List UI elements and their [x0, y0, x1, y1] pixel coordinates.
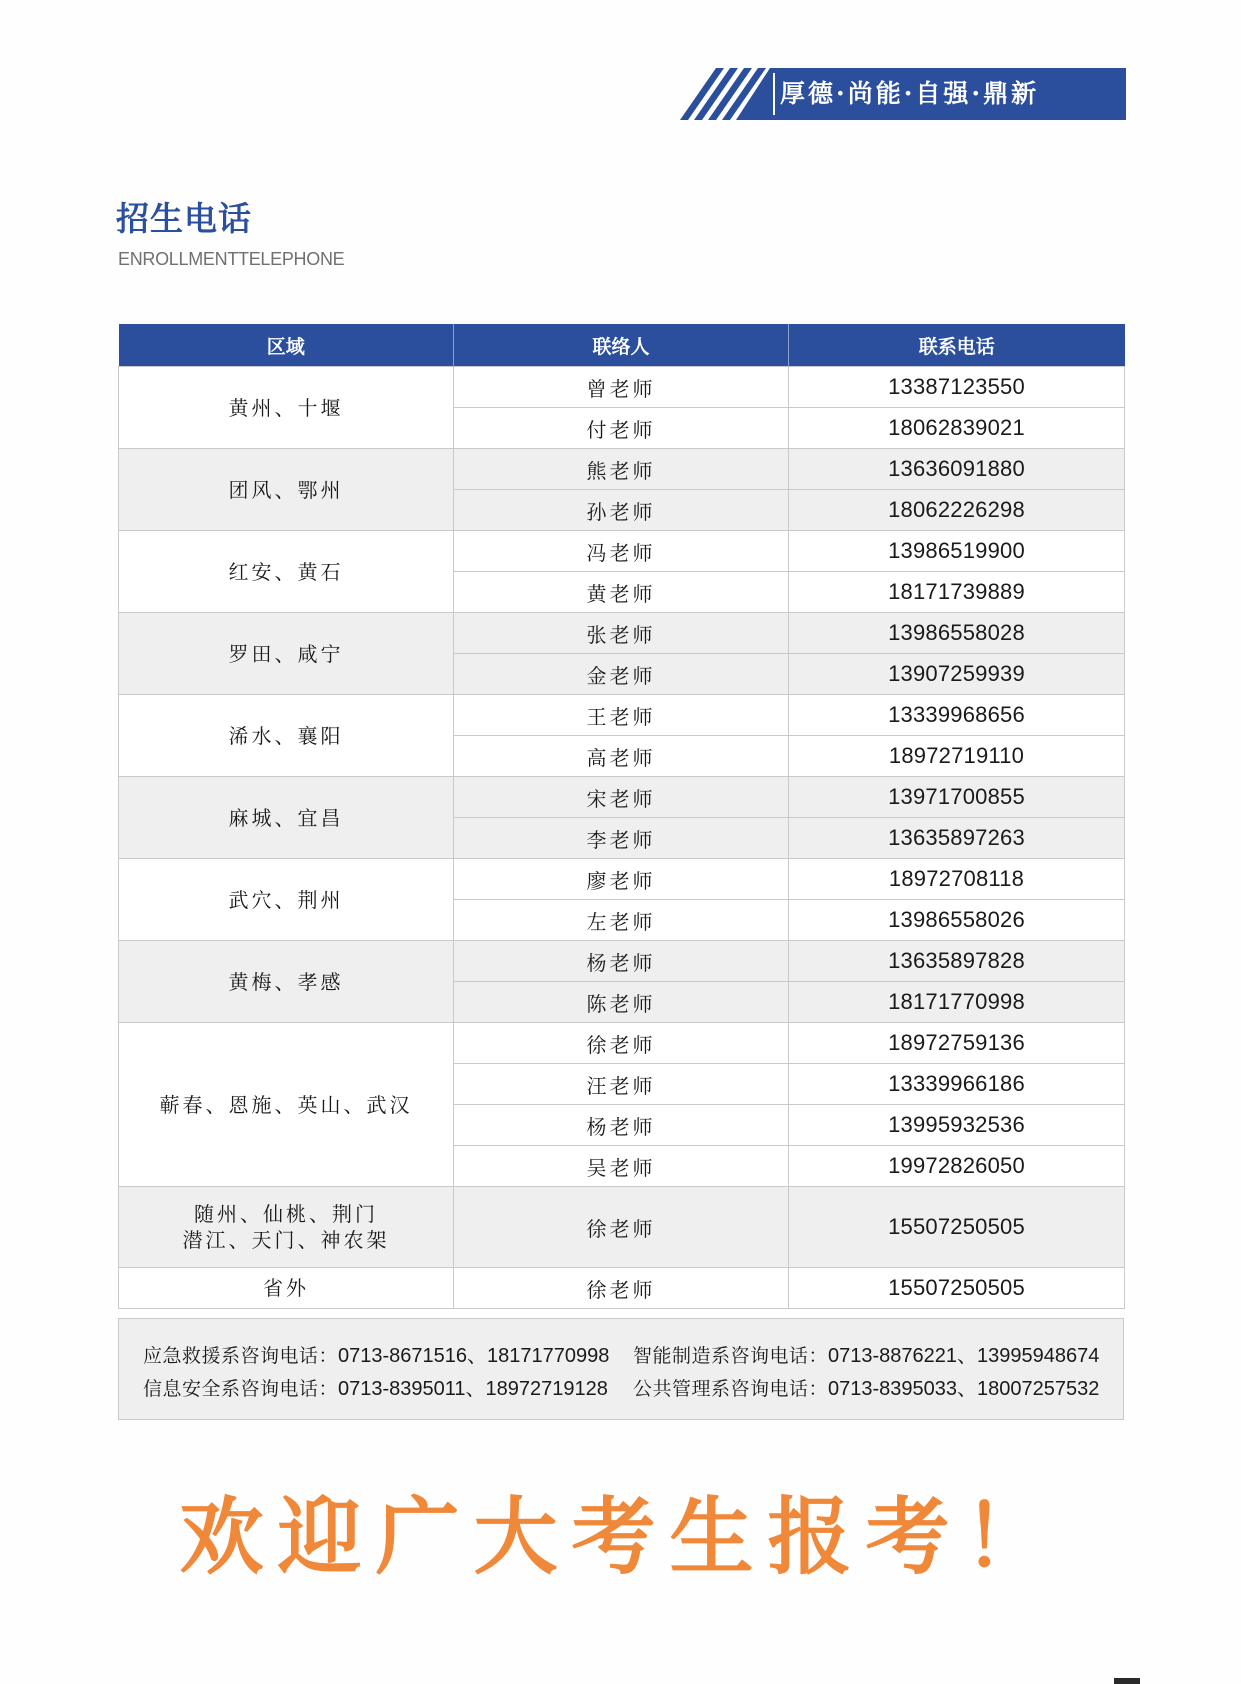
phone-number-cell: 19972826050: [789, 1146, 1125, 1187]
region-label: 黄州、十堰: [228, 395, 344, 420]
region-cell: [119, 367, 454, 449]
region-cell: [119, 449, 454, 531]
contact-name-cell: 宋老师: [454, 777, 789, 818]
contact-name-cell: 陈老师: [454, 982, 789, 1023]
table-row: [119, 367, 1125, 408]
enrollment-contacts-table: [118, 324, 1125, 1309]
phone-number-cell: 18972759136: [789, 1023, 1125, 1064]
phone-number-cell: 13986558028: [789, 613, 1125, 654]
contact-name-cell: 王老师: [454, 695, 789, 736]
page-subtitle: ENROLLMENTTELEPHONE: [118, 249, 345, 269]
phone-number-cell: 13995932536: [789, 1105, 1125, 1146]
table-row: [119, 777, 1125, 818]
contact-name-cell: 付老师: [454, 408, 789, 449]
phone-number-cell: 13339968656: [789, 695, 1125, 736]
region-label: 红安、黄石: [228, 559, 344, 584]
contact-name-cell: 张老师: [454, 613, 789, 654]
department-contact: [143, 1339, 609, 1368]
contact-name-cell: 孙老师: [454, 490, 789, 531]
contact-name-cell: 李老师: [454, 818, 789, 859]
contact-name-cell: 冯老师: [454, 531, 789, 572]
motto-banner: [680, 68, 1126, 120]
contact-name-cell: 廖老师: [454, 859, 789, 900]
table-row: [119, 1268, 1125, 1309]
table-row: [119, 613, 1125, 654]
contact-name-cell: 杨老师: [454, 941, 789, 982]
phone-number-cell: 13635897828: [789, 941, 1125, 982]
phone-number-cell: 13986558026: [789, 900, 1125, 941]
department-label: 信息安全系咨询电话：: [143, 1378, 339, 1400]
page-title: 招生电话: [116, 199, 252, 238]
region-label: 潜江、天门、神农架: [182, 1228, 390, 1252]
phone-number-cell: 15507250505: [789, 1187, 1125, 1268]
table-row: [119, 1187, 1125, 1268]
contact-name-cell: 杨老师: [454, 1105, 789, 1146]
phone-number-cell: 18171739889: [789, 572, 1125, 613]
region-cell: [119, 531, 454, 613]
department-label: 应急救援系咨询电话：: [143, 1345, 339, 1367]
region-cell: [119, 695, 454, 777]
contact-name-cell: 左老师: [454, 900, 789, 941]
contact-name-cell: 曾老师: [454, 367, 789, 408]
phone-number-cell: 13636091880: [789, 449, 1125, 490]
column-header-region: 区域: [119, 324, 454, 367]
phone-number-cell: 18972719110: [789, 736, 1125, 777]
phone-number-cell: 13971700855: [789, 777, 1125, 818]
region-label: 黄梅、孝感: [228, 969, 344, 994]
table-row: [119, 695, 1125, 736]
region-cell: [119, 859, 454, 941]
region-label: 随州、仙桃、荆门: [194, 1202, 378, 1226]
phone-number-cell: 18972708118: [789, 859, 1125, 900]
department-contact: [143, 1372, 608, 1401]
region-label: 蕲春、恩施、英山、武汉: [159, 1092, 413, 1117]
department-numbers: 0713-8395011、18972719128: [338, 1378, 608, 1400]
table-row: [119, 1023, 1125, 1064]
region-cell: [119, 1023, 454, 1187]
contact-name-cell: 徐老师: [454, 1268, 789, 1309]
department-label: 智能制造系咨询电话：: [633, 1345, 829, 1367]
table-header-row: [119, 324, 1125, 367]
phone-number-cell: 13635897263: [789, 818, 1125, 859]
department-numbers: 0713-8395033、18007257532: [828, 1378, 1100, 1400]
department-numbers: 0713-8876221、13995948674: [828, 1345, 1100, 1367]
contact-name-cell: 徐老师: [454, 1023, 789, 1064]
region-cell: [119, 941, 454, 1023]
department-contact: [633, 1372, 1099, 1401]
phone-number-cell: 15507250505: [789, 1268, 1125, 1309]
phone-number-cell: 13339966186: [789, 1064, 1125, 1105]
table-body: [119, 367, 1125, 1309]
region-label: 麻城、宜昌: [228, 805, 344, 830]
region-cell: [119, 613, 454, 695]
contact-name-cell: 徐老师: [454, 1187, 789, 1268]
table-row: [119, 449, 1125, 490]
page-edge-tab: [1114, 1678, 1140, 1684]
contact-name-cell: 金老师: [454, 654, 789, 695]
table-row: [119, 941, 1125, 982]
region-label: 罗田、咸宁: [228, 641, 344, 666]
contact-name-cell: 汪老师: [454, 1064, 789, 1105]
contact-name-cell: 黄老师: [454, 572, 789, 613]
department-contacts-box: [118, 1318, 1124, 1420]
region-label: 团风、鄂州: [228, 477, 344, 502]
contact-name-cell: 高老师: [454, 736, 789, 777]
phone-number-cell: 13986519900: [789, 531, 1125, 572]
region-label: 武穴、荆州: [228, 887, 344, 912]
column-header-contact: 联络人: [454, 324, 789, 367]
department-label: 公共管理系咨询电话：: [633, 1378, 829, 1400]
table-row: [119, 859, 1125, 900]
phone-number-cell: 18062226298: [789, 490, 1125, 531]
contact-name-cell: 熊老师: [454, 449, 789, 490]
region-cell: [119, 1268, 454, 1309]
department-contact: [633, 1339, 1099, 1368]
welcome-slogan: 欢迎广大考生报考！: [179, 1488, 1062, 1586]
department-numbers: 0713-8671516、18171770998: [338, 1345, 610, 1367]
phone-number-cell: 18171770998: [789, 982, 1125, 1023]
table-row: [119, 531, 1125, 572]
contact-name-cell: 吴老师: [454, 1146, 789, 1187]
region-cell: [119, 1187, 454, 1268]
motto-text: 厚德·尚能·自强·鼎新: [780, 79, 1040, 108]
phone-number-cell: 13387123550: [789, 367, 1125, 408]
column-header-phone: 联系电话: [789, 324, 1125, 367]
region-label: 浠水、襄阳: [228, 723, 344, 748]
region-cell: [119, 777, 454, 859]
phone-number-cell: 13907259939: [789, 654, 1125, 695]
region-label: 省外: [263, 1276, 309, 1300]
phone-number-cell: 18062839021: [789, 408, 1125, 449]
